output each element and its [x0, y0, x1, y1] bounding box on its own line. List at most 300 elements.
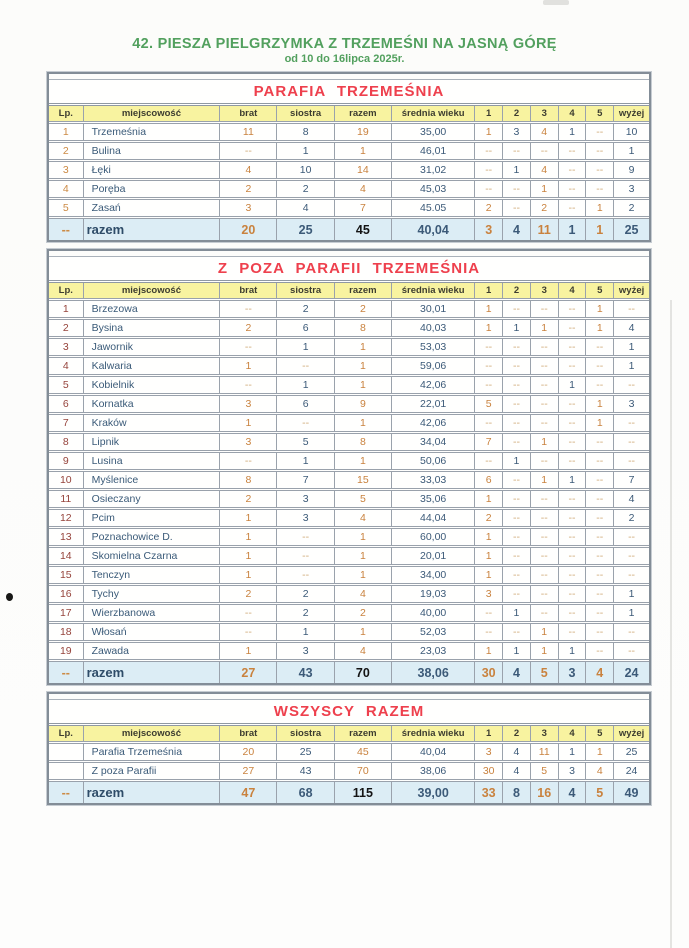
value-cell: 3: [558, 762, 586, 781]
value-cell: 5: [334, 490, 391, 509]
value-cell: 9: [614, 161, 649, 180]
value-cell: 1: [475, 642, 503, 661]
value-cell: 4: [334, 642, 391, 661]
lp-cell: 3: [49, 161, 83, 180]
page-subtitle: od 10 do 16lipca 2025r.: [284, 53, 405, 65]
town-name: Pcim: [83, 509, 220, 528]
value-cell: 1: [475, 547, 503, 566]
value-cell: --: [614, 623, 649, 642]
section-title: WSZYSCY RAZEM: [49, 700, 649, 726]
value-cell: 35,00: [391, 123, 474, 142]
table-row: [49, 376, 649, 395]
value-cell: --: [475, 142, 503, 161]
value-cell: 50,06: [391, 452, 474, 471]
town-name: Jawornik: [83, 338, 220, 357]
lp-cell: 17: [49, 604, 83, 623]
town-name: Osieczany: [83, 490, 220, 509]
value-cell: 1: [334, 566, 391, 585]
value-cell: 5: [586, 781, 614, 804]
column-header: średnia wieku: [391, 106, 474, 123]
value-cell: 4: [614, 319, 649, 338]
lp-cell: 19: [49, 642, 83, 661]
value-cell: 45.05: [391, 199, 474, 218]
town-name: Myślenice: [83, 471, 220, 490]
value-cell: 3: [475, 218, 503, 241]
value-cell: 1: [475, 528, 503, 547]
value-cell: 1: [586, 300, 614, 319]
value-cell: --: [530, 452, 558, 471]
value-cell: --: [530, 547, 558, 566]
value-cell: 2: [614, 509, 649, 528]
value-cell: 42,06: [391, 414, 474, 433]
value-cell: --: [586, 471, 614, 490]
value-cell: 52,03: [391, 623, 474, 642]
value-cell: 2: [277, 604, 334, 623]
value-cell: --: [503, 199, 531, 218]
total-row: [49, 781, 649, 804]
lp-cell: 4: [49, 180, 83, 199]
lp-cell: --: [49, 781, 83, 804]
column-header: 3: [530, 283, 558, 300]
value-cell: --: [475, 623, 503, 642]
town-name: Z poza Parafii: [83, 762, 220, 781]
lp-cell: 1: [49, 300, 83, 319]
value-cell: 3: [277, 490, 334, 509]
value-cell: 1: [614, 585, 649, 604]
value-cell: 40,00: [391, 604, 474, 623]
table-row: [49, 509, 649, 528]
column-header: 4: [558, 726, 586, 743]
page-title: 42. PIESZA PIELGRZYMKA Z TRZEMEŚNI NA JASNĄ GÓRĘ: [132, 36, 557, 52]
column-header: 3: [530, 106, 558, 123]
value-cell: 35,06: [391, 490, 474, 509]
value-cell: --: [558, 300, 586, 319]
value-cell: --: [503, 414, 531, 433]
value-cell: --: [503, 471, 531, 490]
section-parafia-trzemesnia: [47, 72, 651, 242]
value-cell: 1: [334, 414, 391, 433]
value-cell: 8: [277, 123, 334, 142]
table-row: [49, 300, 649, 319]
value-cell: --: [558, 395, 586, 414]
value-cell: 11: [220, 123, 277, 142]
value-cell: --: [530, 566, 558, 585]
table-row: [49, 623, 649, 642]
value-cell: --: [530, 509, 558, 528]
value-cell: 2: [475, 199, 503, 218]
value-cell: --: [558, 509, 586, 528]
value-cell: 8: [220, 471, 277, 490]
section-z-poza-parafii: [47, 249, 651, 685]
value-cell: --: [530, 604, 558, 623]
total-label: razem: [83, 218, 220, 241]
value-cell: 1: [586, 395, 614, 414]
column-header: 5: [586, 106, 614, 123]
value-cell: 14: [334, 161, 391, 180]
value-cell: 115: [334, 781, 391, 804]
table-row: [49, 743, 649, 762]
value-cell: --: [503, 300, 531, 319]
value-cell: 1: [586, 743, 614, 762]
value-cell: 1: [586, 218, 614, 241]
value-cell: --: [586, 452, 614, 471]
lp-cell: 6: [49, 395, 83, 414]
value-cell: 4: [334, 585, 391, 604]
table-row: [49, 547, 649, 566]
value-cell: --: [277, 528, 334, 547]
value-cell: --: [220, 604, 277, 623]
value-cell: 1: [558, 218, 586, 241]
value-cell: --: [220, 338, 277, 357]
value-cell: 2: [530, 199, 558, 218]
value-cell: 2: [277, 180, 334, 199]
value-cell: --: [586, 180, 614, 199]
value-cell: 4: [503, 762, 531, 781]
value-cell: 1: [334, 338, 391, 357]
value-cell: 7: [277, 471, 334, 490]
column-header: 3: [530, 726, 558, 743]
value-cell: --: [614, 528, 649, 547]
value-cell: 1: [334, 623, 391, 642]
column-header: Lp.: [49, 726, 83, 743]
column-header: 5: [586, 283, 614, 300]
value-cell: --: [614, 433, 649, 452]
value-cell: --: [220, 142, 277, 161]
lp-cell: 4: [49, 357, 83, 376]
value-cell: 1: [503, 452, 531, 471]
value-cell: 5: [475, 395, 503, 414]
value-cell: --: [586, 123, 614, 142]
total-label: razem: [83, 661, 220, 684]
table-row: [49, 762, 649, 781]
column-header: średnia wieku: [391, 726, 474, 743]
value-cell: --: [530, 142, 558, 161]
column-header: 1: [475, 106, 503, 123]
table-row: [49, 338, 649, 357]
value-cell: 11: [530, 743, 558, 762]
value-cell: 25: [277, 218, 334, 241]
lp-cell: 9: [49, 452, 83, 471]
town-name: Lipnik: [83, 433, 220, 452]
value-cell: 46,01: [391, 142, 474, 161]
value-cell: 30: [475, 762, 503, 781]
value-cell: 2: [220, 319, 277, 338]
value-cell: --: [503, 566, 531, 585]
data-table-wszyscy-razem: [49, 726, 649, 803]
lp-cell: 16: [49, 585, 83, 604]
value-cell: --: [558, 161, 586, 180]
value-cell: 1: [530, 180, 558, 199]
lp-cell: 5: [49, 199, 83, 218]
value-cell: 16: [530, 781, 558, 804]
value-cell: 1: [586, 319, 614, 338]
value-cell: --: [530, 376, 558, 395]
table-row: [49, 123, 649, 142]
value-cell: 24: [614, 661, 649, 684]
lp-cell: --: [49, 661, 83, 684]
value-cell: 4: [586, 762, 614, 781]
table-row: [49, 528, 649, 547]
town-name: Parafia Trzemeśnia: [83, 743, 220, 762]
town-name: Łęki: [83, 161, 220, 180]
section-title: Z POZA PARAFII TRZEMEŚNIA: [49, 257, 649, 283]
value-cell: --: [503, 395, 531, 414]
value-cell: 23,03: [391, 642, 474, 661]
value-cell: --: [586, 338, 614, 357]
town-name: Zasań: [83, 199, 220, 218]
value-cell: --: [503, 142, 531, 161]
value-cell: 8: [334, 319, 391, 338]
value-cell: --: [558, 357, 586, 376]
lp-cell: --: [49, 218, 83, 241]
column-header: miejscowość: [83, 106, 220, 123]
town-name: Lusina: [83, 452, 220, 471]
town-name: Zawada: [83, 642, 220, 661]
scan-edge-line: [670, 300, 672, 948]
value-cell: 1: [277, 338, 334, 357]
value-cell: 31,02: [391, 161, 474, 180]
section-title: PARAFIA TRZEMEŚNIA: [49, 80, 649, 106]
value-cell: 1: [220, 547, 277, 566]
value-cell: 1: [503, 319, 531, 338]
value-cell: 3: [475, 585, 503, 604]
value-cell: 1: [334, 376, 391, 395]
value-cell: --: [558, 585, 586, 604]
town-name: Brzezowa: [83, 300, 220, 319]
value-cell: 43: [277, 661, 334, 684]
table-row: [49, 395, 649, 414]
value-cell: 1: [558, 743, 586, 762]
table-row: [49, 452, 649, 471]
town-name: Kalwaria: [83, 357, 220, 376]
value-cell: 25: [277, 743, 334, 762]
lp-cell: 3: [49, 338, 83, 357]
value-cell: 2: [334, 300, 391, 319]
value-cell: --: [558, 338, 586, 357]
value-cell: 24: [614, 762, 649, 781]
value-cell: 59,06: [391, 357, 474, 376]
value-cell: --: [530, 338, 558, 357]
lp-cell: [49, 762, 83, 781]
column-header: Lp.: [49, 106, 83, 123]
column-header: siostra: [277, 283, 334, 300]
value-cell: 20: [220, 218, 277, 241]
value-cell: 1: [475, 300, 503, 319]
value-cell: --: [586, 490, 614, 509]
lp-cell: 2: [49, 142, 83, 161]
value-cell: 4: [220, 161, 277, 180]
value-cell: 1: [334, 528, 391, 547]
value-cell: 4: [503, 661, 531, 684]
lp-cell: 14: [49, 547, 83, 566]
value-cell: --: [503, 509, 531, 528]
value-cell: 6: [277, 395, 334, 414]
value-cell: 3: [220, 395, 277, 414]
value-cell: 3: [277, 642, 334, 661]
value-cell: 8: [503, 781, 531, 804]
value-cell: 1: [277, 452, 334, 471]
total-row: [49, 218, 649, 241]
value-cell: --: [530, 490, 558, 509]
value-cell: --: [475, 452, 503, 471]
table-row: [49, 490, 649, 509]
value-cell: --: [586, 623, 614, 642]
lp-cell: 1: [49, 123, 83, 142]
value-cell: --: [614, 376, 649, 395]
value-cell: --: [503, 180, 531, 199]
value-cell: 19: [334, 123, 391, 142]
value-cell: 1: [220, 528, 277, 547]
value-cell: 3: [220, 199, 277, 218]
value-cell: 49: [614, 781, 649, 804]
value-cell: 30,01: [391, 300, 474, 319]
value-cell: 4: [334, 180, 391, 199]
value-cell: --: [586, 604, 614, 623]
value-cell: 68: [277, 781, 334, 804]
value-cell: --: [220, 623, 277, 642]
value-cell: 40,03: [391, 319, 474, 338]
value-cell: --: [475, 604, 503, 623]
value-cell: 1: [558, 123, 586, 142]
value-cell: --: [475, 161, 503, 180]
value-cell: --: [503, 376, 531, 395]
tables-area: [47, 72, 651, 812]
column-header: 4: [558, 283, 586, 300]
town-name: Wierzbanowa: [83, 604, 220, 623]
lp-cell: 2: [49, 319, 83, 338]
value-cell: 8: [334, 433, 391, 452]
header-row: [49, 726, 649, 743]
value-cell: 7: [475, 433, 503, 452]
column-header: razem: [334, 106, 391, 123]
value-cell: 2: [277, 585, 334, 604]
column-header: 2: [503, 106, 531, 123]
value-cell: 4: [503, 218, 531, 241]
value-cell: --: [558, 490, 586, 509]
value-cell: --: [558, 528, 586, 547]
value-cell: 3: [614, 180, 649, 199]
value-cell: 3: [614, 395, 649, 414]
value-cell: --: [586, 433, 614, 452]
value-cell: 1: [530, 471, 558, 490]
value-cell: 3: [220, 433, 277, 452]
value-cell: 1: [220, 509, 277, 528]
value-cell: 45,03: [391, 180, 474, 199]
value-cell: --: [475, 338, 503, 357]
value-cell: 38,06: [391, 661, 474, 684]
column-header: wyżej: [614, 283, 649, 300]
value-cell: 1: [530, 319, 558, 338]
value-cell: 7: [334, 199, 391, 218]
value-cell: --: [614, 300, 649, 319]
lp-cell: [49, 743, 83, 762]
value-cell: --: [277, 357, 334, 376]
lp-cell: 11: [49, 490, 83, 509]
value-cell: 70: [334, 661, 391, 684]
value-cell: 25: [614, 743, 649, 762]
total-label: razem: [83, 781, 220, 804]
value-cell: 9: [334, 395, 391, 414]
value-cell: 1: [530, 642, 558, 661]
value-cell: 34,00: [391, 566, 474, 585]
lp-cell: 12: [49, 509, 83, 528]
value-cell: 15: [334, 471, 391, 490]
value-cell: 1: [530, 433, 558, 452]
value-cell: 4: [614, 490, 649, 509]
header-row: [49, 283, 649, 300]
value-cell: --: [558, 604, 586, 623]
value-cell: --: [586, 566, 614, 585]
value-cell: 1: [220, 642, 277, 661]
value-cell: 1: [475, 123, 503, 142]
value-cell: 6: [277, 319, 334, 338]
value-cell: 1: [614, 357, 649, 376]
value-cell: --: [530, 300, 558, 319]
value-cell: --: [475, 357, 503, 376]
value-cell: --: [277, 547, 334, 566]
value-cell: --: [530, 414, 558, 433]
column-header: brat: [220, 283, 277, 300]
value-cell: 2: [220, 490, 277, 509]
value-cell: --: [558, 414, 586, 433]
column-header: razem: [334, 283, 391, 300]
scan-smudge: [543, 0, 569, 5]
town-name: Bulina: [83, 142, 220, 161]
column-header: miejscowość: [83, 283, 220, 300]
value-cell: 20,01: [391, 547, 474, 566]
value-cell: --: [586, 528, 614, 547]
value-cell: 25: [614, 218, 649, 241]
value-cell: 2: [334, 604, 391, 623]
value-cell: 33: [475, 781, 503, 804]
value-cell: 2: [220, 180, 277, 199]
value-cell: 4: [503, 743, 531, 762]
column-header: 4: [558, 106, 586, 123]
column-header: siostra: [277, 726, 334, 743]
value-cell: --: [558, 319, 586, 338]
value-cell: 27: [220, 762, 277, 781]
value-cell: --: [503, 585, 531, 604]
value-cell: 43: [277, 762, 334, 781]
value-cell: 33,03: [391, 471, 474, 490]
town-name: Kobielnik: [83, 376, 220, 395]
value-cell: 1: [503, 161, 531, 180]
column-header: Lp.: [49, 283, 83, 300]
town-name: Tychy: [83, 585, 220, 604]
table-row: [49, 319, 649, 338]
lp-cell: 7: [49, 414, 83, 433]
value-cell: 34,04: [391, 433, 474, 452]
lp-cell: 10: [49, 471, 83, 490]
value-cell: --: [220, 376, 277, 395]
column-header: średnia wieku: [391, 283, 474, 300]
table-row: [49, 414, 649, 433]
table-row: [49, 642, 649, 661]
town-name: Kraków: [83, 414, 220, 433]
column-header: siostra: [277, 106, 334, 123]
value-cell: 1: [220, 414, 277, 433]
value-cell: --: [503, 528, 531, 547]
value-cell: 27: [220, 661, 277, 684]
header-row: [49, 106, 649, 123]
value-cell: 39,00: [391, 781, 474, 804]
value-cell: 1: [614, 604, 649, 623]
value-cell: 38,06: [391, 762, 474, 781]
value-cell: --: [586, 509, 614, 528]
value-cell: 10: [614, 123, 649, 142]
value-cell: 2: [475, 509, 503, 528]
table-row: [49, 604, 649, 623]
